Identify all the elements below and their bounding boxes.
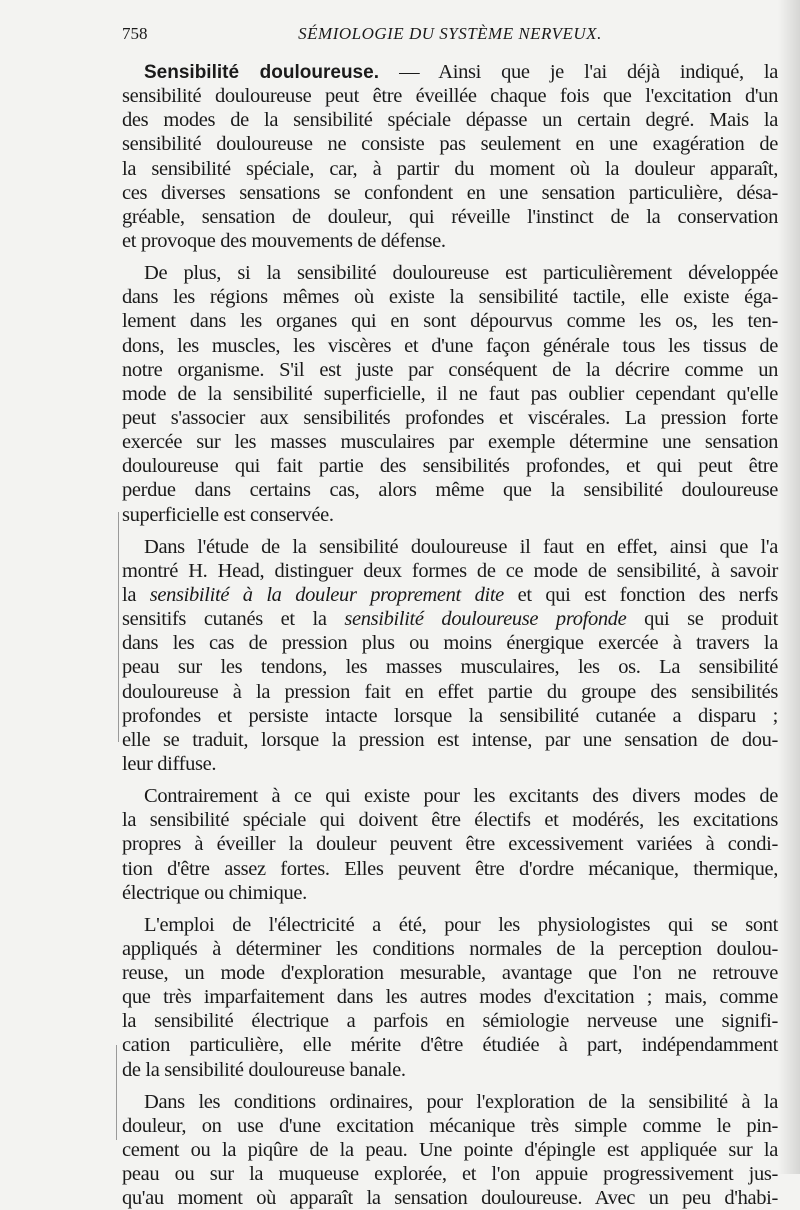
text-line (122, 607, 778, 631)
paragraph (122, 1090, 778, 1210)
page-number: 758 (122, 24, 148, 43)
text-line: peau ou sur la muqueuse explorée, et l'on appuie progressivement jus- (122, 1163, 778, 1186)
paragraph (122, 60, 778, 253)
text-line: cation particulière, elle mérite d'être étudiée à part, indépendamment (122, 1034, 778, 1057)
running-title: SÉMIOLOGIE DU SYSTÈME NERVEUX. (298, 24, 602, 43)
text-line: exercée sur les masses musculaires par exemple détermine une sensation (122, 431, 778, 454)
text-line (122, 583, 778, 607)
text-line: sensibilité douloureuse peut être éveillée chaque fois que l'excitation d'un (122, 85, 778, 108)
text-line: douloureuse qui fait partie des sensibilités profondes, et qui peut être (122, 455, 778, 478)
paragraph (122, 535, 778, 776)
text-line: et provoque des mouvements de défense. (122, 229, 446, 252)
text-line: sensibilité douloureuse ne consiste pas seulement en une exagération de (122, 133, 778, 156)
text-segment: sensitifs cutanés et la (122, 608, 345, 631)
text-line: profondes et persiste intacte lorsque la sensibilité cutanée a disparu ; (122, 704, 778, 727)
text-line: reuse, un mode d'exploration mesurable, avantage que l'on ne retrouve (122, 962, 778, 985)
text-line: des modes de la sensibilité spéciale dépasse un certain degré. Mais la (122, 109, 778, 132)
text-line: peut s'associer aux sensibilités profondes et viscérales. La pression forte (122, 406, 778, 429)
text-line: Contrairement à ce qui existe pour les excitants des divers modes de (144, 785, 778, 808)
page-body (122, 60, 778, 1210)
section-heading: Sensibilité douloureuse. (144, 62, 379, 83)
text-segment: et qui est fonction des nerfs (503, 583, 778, 606)
text-segment: — Ainsi que je l'ai déjà indiqué, la (378, 61, 778, 83)
italic-term: sensibilité à la douleur proprement dite (149, 583, 504, 606)
text-line: la sensibilité spéciale, car, à partir du moment où la douleur apparaît, (122, 157, 778, 180)
text-line: dans les régions mêmes où existe la sensibilité tactile, elle existe éga- (122, 286, 778, 309)
page-header (122, 24, 778, 50)
text-line: L'emploi de l'électricité a été, pour les physiologistes qui se sont (144, 913, 778, 936)
page-edge-shadow (778, 0, 800, 1174)
text-line: perdue dans certains cas, alors même que la sensibilité douloureuse (122, 479, 778, 502)
text-line: la sensibilité électrique a parfois en sémiologie nerveuse une signifi- (122, 1010, 778, 1033)
text-line: leur diffuse. (122, 752, 217, 775)
text-line: lement dans les organes qui en sont dépourvus comme les os, les ten- (122, 310, 778, 333)
margin-scan-mark (116, 1045, 117, 1140)
text-line: ces diverses sensations se confondent en une sensation particulière, désa- (122, 181, 778, 204)
text-line: peau sur les tendons, les masses musculaires, les os. La sensibilité (122, 656, 778, 679)
margin-scan-mark (118, 512, 119, 742)
paragraph (122, 261, 778, 527)
text-line: mode de la sensibilité superficielle, il ne faut pas oublier cependant qu'elle (122, 382, 778, 405)
text-line: douleur, on use d'une excitation mécanique très simple comme le pin- (122, 1114, 778, 1137)
text-line: propres à éveiller la douleur peuvent être excessivement variées à condi- (122, 833, 778, 856)
text-line: douloureuse à la pression fait en effet partie du groupe des sensibilités (122, 680, 778, 703)
text-line: Dans les conditions ordinaires, pour l'exploration de la sensibilité à la (144, 1090, 778, 1113)
paragraph (122, 913, 778, 1082)
text-segment: qui se produit (626, 608, 779, 631)
italic-term: sensibilité douloureuse profonde (344, 608, 627, 631)
text-line: notre organisme. S'il est juste par conséquent de la décrire comme un (122, 358, 778, 381)
text-line: tion d'être assez fortes. Elles peuvent être d'ordre mécanique, thermique, (122, 857, 778, 880)
paragraph (122, 784, 778, 905)
text-line: superficielle est conservée. (122, 503, 334, 526)
text-line: électrique ou chimique. (122, 881, 307, 904)
text-line: que très imparfaitement dans les autres modes d'excitation ; mais, comme (122, 986, 778, 1009)
text-line: elle se traduit, lorsque la pression est intense, par une sensation de dou- (122, 728, 778, 751)
text-line: de la sensibilité douloureuse banale. (122, 1058, 406, 1081)
text-line: dans les cas de pression plus ou moins énergique exercée à travers la (122, 632, 778, 655)
text-line: la sensibilité spéciale qui doivent être électifs et modérés, les excitations (122, 809, 778, 832)
text-line: gréable, sensation de douleur, qui réveille l'instinct de la conservation (122, 205, 778, 228)
text-line (122, 60, 778, 84)
text-line: montré H. Head, distinguer deux formes de ce mode de sensibilité, à savoir (122, 559, 778, 582)
text-line: De plus, si la sensibilité douloureuse est particulièrement développée (144, 262, 778, 285)
text-line: appliqués à déterminer les conditions normales de la perception doulou- (122, 937, 778, 960)
text-line: qu'au moment où apparaît la sensation douloureuse. Avec un peu d'habi- (122, 1187, 778, 1210)
text-line: dons, les muscles, les viscères et d'une façon générale tous les tissus de (122, 334, 778, 357)
text-line: Dans l'étude de la sensibilité douloureuse il faut en effet, ainsi que l'a (144, 535, 778, 558)
text-line: cement ou la piqûre de la peau. Une pointe d'épingle est appliquée sur la (122, 1139, 778, 1162)
text-segment: la (122, 583, 150, 606)
